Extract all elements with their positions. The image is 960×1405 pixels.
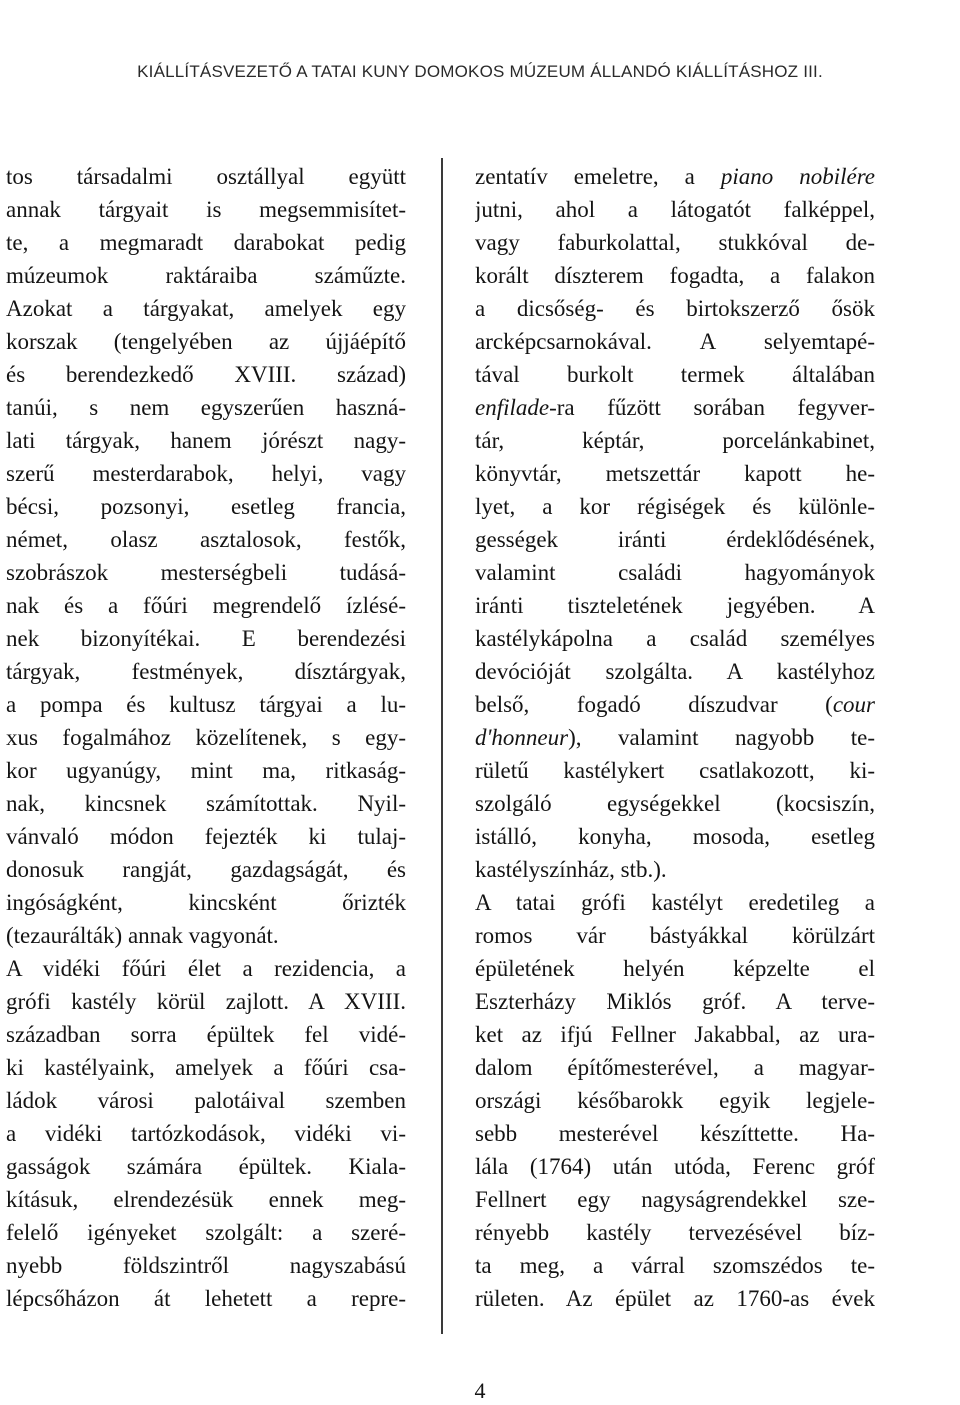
text-line: gasságok számára épültek. Kiala-: [6, 1154, 406, 1179]
text-line: arcképcsarnokával. A selyemtapé-: [475, 329, 875, 354]
text-line: rületű kastélykert csatlakozott, ki-: [475, 758, 875, 783]
text-line: [475, 160, 875, 193]
text-line: [475, 391, 875, 424]
left-column: [6, 160, 406, 1315]
text-run: ), valamint nagyobb te-: [568, 725, 875, 750]
text-line: tár, képtár, porcelánkabinet,: [475, 428, 875, 453]
text-line: [475, 688, 875, 721]
text-line: lati tárgyak, hanem jórészt nagy-: [6, 428, 406, 453]
text-line: ingóságként, kincsként őrizték: [6, 890, 406, 915]
text-line: (tezaurálták) annak vagyonát.: [6, 923, 279, 948]
text-line: lála (1764) után utóda, Ferenc gróf: [475, 1154, 875, 1179]
text-run: -ra fűzött sorában fegyver-: [549, 395, 875, 420]
text-line: a vidéki tartózkodások, vidéki vi-: [6, 1121, 406, 1146]
text-line: vánvaló módon fejezték ki tulaj-: [6, 824, 406, 849]
text-line: bécsi, pozsonyi, esetleg francia,: [6, 494, 406, 519]
text-line: lyet, a kor régiségek és különle-: [475, 494, 875, 519]
text-line: te, a megmaradt darabokat pedig: [6, 230, 406, 255]
text-line: jutni, ahol a látogatót falképpel,: [475, 197, 875, 222]
italic-term: d'honneur: [475, 725, 569, 750]
text-line: rényebb kastély tervezésével bíz-: [475, 1220, 875, 1245]
text-line: nak, kincsnek számítottak. Nyil-: [6, 791, 406, 816]
italic-term: enfilade: [475, 395, 550, 420]
page-number: 4: [474, 1378, 486, 1403]
text-line: ket az ifjú Fellner Jakabbal, az ura-: [475, 1022, 875, 1047]
text-line: A tatai grófi kastélyt eredetileg a: [475, 890, 875, 915]
text-line: ta meg, a várral szomszédos te-: [475, 1253, 875, 1278]
text-line: kor ugyanúgy, mint ma, ritkaság-: [6, 758, 406, 783]
text-line: gességek iránti érdeklődésének,: [475, 527, 875, 552]
column-divider: [441, 158, 443, 1334]
text-line: iránti tiszteletének jegyében. A: [475, 593, 875, 618]
text-line: országi későbarokk egyik legjele-: [475, 1088, 875, 1113]
text-line: szerű mesterdarabok, helyi, vagy: [6, 461, 406, 486]
text-line: és berendezkedő XVIII. század): [6, 362, 406, 387]
text-line: nak és a főúri megrendelő ízlésé-: [6, 593, 406, 618]
text-line: ládok városi palotáival szemben: [6, 1088, 406, 1113]
text-line: [475, 721, 875, 754]
text-line: rületen. Az épület az 1760-as évek: [475, 1286, 875, 1311]
text-line: kításuk, elrendezésük ennek meg-: [6, 1187, 406, 1212]
text-line: annak tárgyait is megsemmisítet-: [6, 197, 406, 222]
text-line: ki kastélyaink, amelyek a főúri csa-: [6, 1055, 406, 1080]
text-line: felelő igényeket szolgált: a szeré-: [6, 1220, 406, 1245]
text-line: lépcsőházon át lehetett a repre-: [6, 1286, 406, 1311]
text-line: korszak (tengelyében az újjáépítő: [6, 329, 406, 354]
text-line: Azokat a tárgyakat, amelyek egy: [6, 296, 406, 321]
text-line: szobrászok mesterségbeli tudásá-: [6, 560, 406, 585]
text-line: A vidéki főúri élet a rezidencia, a: [6, 956, 406, 981]
text-line: vagy faburkolattal, stukkóval de-: [475, 230, 875, 255]
text-line: tanúi, s nem egyszerűen haszná-: [6, 395, 406, 420]
text-line: tos társadalmi osztállyal együtt: [6, 164, 406, 189]
italic-term: piano nobilére: [720, 164, 875, 189]
text-line: múzeumok raktáraiba száműzte.: [6, 263, 406, 288]
right-column: [475, 160, 875, 1315]
text-run: belső, fogadó díszudvar (: [475, 692, 833, 717]
running-header: KIÁLLÍTÁSVEZETŐ A TATAI KUNY DOMOKOS MÚZEUM ÁLLANDÓ KIÁLLÍTÁSHOZ III.: [137, 62, 823, 81]
text-line: dalom építőmesterével, a magyar-: [475, 1055, 875, 1080]
text-line: xus fogalmához közelítenek, s egy-: [6, 725, 406, 750]
text-line: a pompa és kultusz tárgyai a lu-: [6, 692, 406, 717]
text-line: kastélykápolna a család személyes: [475, 626, 875, 651]
text-line: grófi kastély körül zajlott. A XVIII.: [6, 989, 406, 1014]
text-line: tárgyak, festmények, dísztárgyak,: [6, 659, 406, 684]
text-line: könyvtár, metszettár kapott he-: [475, 461, 875, 486]
text-line: kastélyszínház, stb.).: [475, 857, 667, 882]
text-line: devócióját szolgálta. A kastélyhoz: [475, 659, 875, 684]
text-line: szolgáló egységekkel (kocsiszín,: [475, 791, 875, 816]
text-line: romos vár bástyákkal körülzárt: [475, 923, 875, 948]
italic-term: cour: [832, 692, 875, 717]
text-line: nek bizonyítékai. E berendezési: [6, 626, 406, 651]
text-line: valamint családi hagyományok: [475, 560, 875, 585]
text-line: a dicsőség- és birtokszerző ősök: [475, 296, 875, 321]
text-line: donosuk rangját, gazdagságát, és: [6, 857, 406, 882]
text-line: tával burkolt termek általában: [475, 362, 875, 387]
text-line: Eszterházy Miklós gróf. A terve-: [475, 989, 875, 1014]
text-line: Fellnert egy nagyságrendekkel sze-: [475, 1187, 875, 1212]
text-line: istálló, konyha, mosoda, esetleg: [475, 824, 875, 849]
text-line: német, olasz asztalosok, festők,: [6, 527, 406, 552]
text-line: században sorra épültek fel vidé-: [6, 1022, 406, 1047]
text-line: korált díszterem fogadta, a falakon: [475, 263, 875, 288]
text-line: épületének helyén képzelte el: [475, 956, 875, 981]
text-line: sebb mesterével készíttette. Ha-: [475, 1121, 875, 1146]
text-run: zentatív emeletre, a: [475, 164, 721, 189]
text-line: nyebb földszintről nagyszabású: [6, 1253, 406, 1278]
